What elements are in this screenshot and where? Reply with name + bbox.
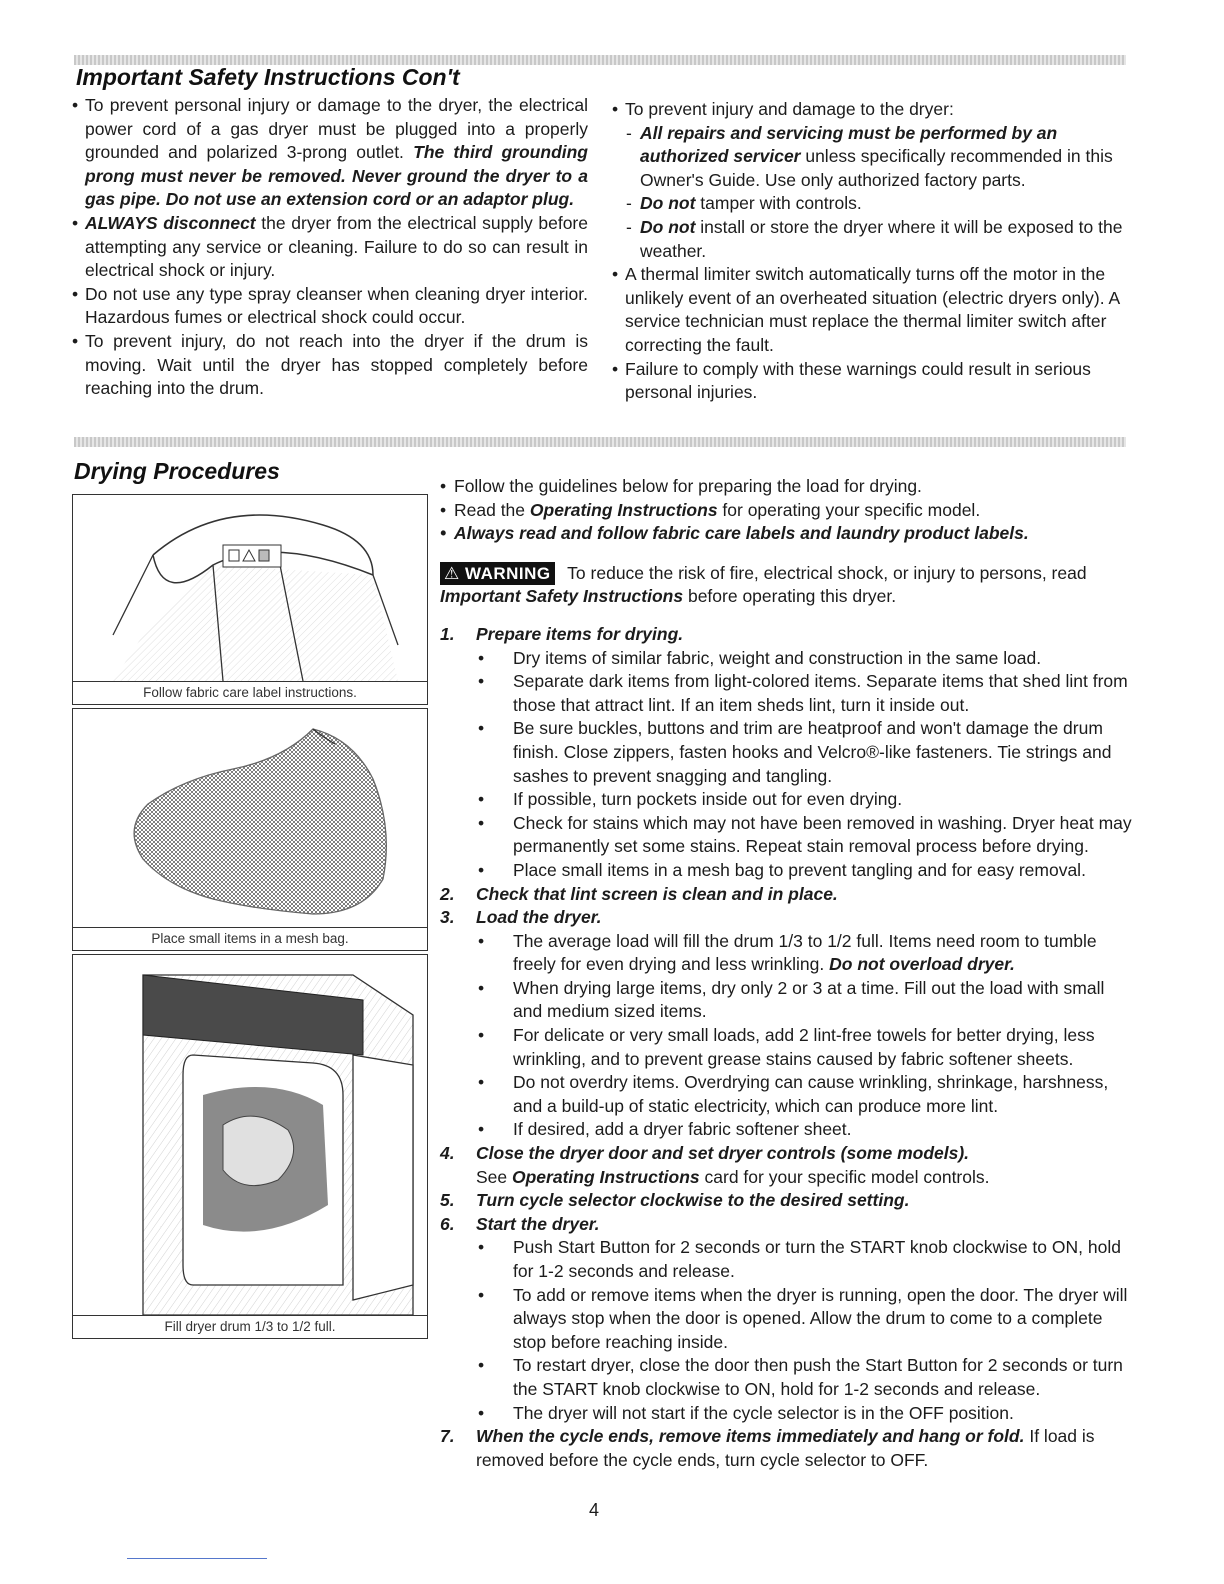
step-1: 1. Prepare items for drying. [440, 623, 684, 644]
safety-bullet-disconnect: • ALWAYS disconnect the dryer from the electrical supply before attempting any service or cleaning. Failure to do so can result in electrical shock or injury. [72, 212, 588, 283]
step-6-item: • Push Start Button for 2 seconds or turn the START knob clockwise to ON, hold for 1-2 seconds and release. [440, 1236, 1132, 1283]
safety-bullet-thermal: • A thermal limiter switch automatically turns off the motor in the unlikely event of an overheated situation (electric dryers only). A service technician must replace the thermal limiter switch after correcting the fault. [612, 263, 1126, 357]
step-6: 6. Start the dryer. [440, 1213, 600, 1234]
dryer-drum-illustration [73, 955, 427, 1315]
figure-caption: Follow fabric care label instructions. [73, 681, 427, 704]
figure-care-label [72, 494, 428, 705]
step-1-item: • Be sure buckles, buttons and trim are heatproof and won't damage the drum finish. Close zippers, fasten hooks and Velcro®-like fasteners. Tie strings and sashes to prevent snagging and tangling. [440, 717, 1132, 788]
section-divider [74, 437, 1126, 447]
step-1-item: • Place small items in a mesh bag to prevent tangling and for easy removal. [440, 859, 1132, 883]
figure-caption: Place small items in a mesh bag. [73, 927, 427, 950]
warning-notice: ⚠ WARNING To reduce the risk of fire, electrical shock, or injury to persons, read Important Safety Instructions before operating this dryer. [440, 562, 1087, 607]
mesh-bag-illustration [73, 709, 427, 927]
intro-bullet-labels: • Always read and follow fabric care labels and laundry product labels. [440, 522, 1132, 546]
safety-bullet-prevent: • To prevent injury and damage to the dryer: [612, 98, 1126, 122]
step-7: 7. When the cycle ends, remove items immediately and hang or fold. If load is removed before the cycle ends, turn cycle selector to OFF. [440, 1426, 1095, 1470]
warning-badge: ⚠ WARNING [440, 562, 555, 585]
safety-dash-repairs: - All repairs and servicing must be performed by an authorized servicer unless specifically recommended in this Owner's Guide. Use only authorized factory parts. [626, 122, 1113, 190]
drying-procedures-text [440, 475, 1132, 1472]
intro-bullet: • Read the Operating Instructions for operating your specific model. [440, 499, 1132, 523]
step-6-item: • To restart dryer, close the door then push the Start Button for 2 seconds or turn the START knob clockwise to ON, hold for 1-2 seconds and release. [440, 1354, 1132, 1401]
safety-heading: Important Safety Instructions Con't [76, 64, 460, 90]
step-2: 2. Check that lint screen is clean and in place. [440, 883, 838, 904]
shirt-collar-illustration [73, 495, 427, 681]
step-1-item: • Dry items of similar fabric, weight and construction in the same load. [440, 647, 1132, 671]
safety-bullet-drum: • To prevent injury, do not reach into the dryer if the drum is moving. Wait until the dryer has stopped completely before reaching into the drum. [72, 330, 588, 401]
page-number: 4 [589, 1500, 600, 1520]
step-6-item: • The dryer will not start if the cycle selector is in the OFF position. [440, 1402, 1132, 1426]
step-6-item: • To add or remove items when the dryer is running, open the door. The dryer will always stop when the door is opened. Allow the drum to come to a complete stop before reaching inside. [440, 1284, 1132, 1355]
step-4-note: See Operating Instructions card for your specific model controls. [476, 1166, 990, 1187]
safety-bullet-cleanser: • Do not use any type spray cleanser when cleaning dryer interior. Hazardous fumes or electrical shock could occur. [72, 283, 588, 330]
drying-heading: Drying Procedures [74, 458, 280, 484]
safety-dash-tamper: - Do not tamper with controls. [626, 193, 862, 214]
step-3-item: • Do not overdry items. Overdrying can cause wrinkling, shrinkage, harshness, and a build-up of static electricity, which can produce more lint. [440, 1071, 1132, 1118]
step-3: 3. Load the dryer. [440, 907, 602, 928]
step-3-item: • If desired, add a dryer fabric softener sheet. [440, 1118, 1132, 1142]
safety-bullet-failure: • Failure to comply with these warnings could result in serious personal injuries. [612, 358, 1126, 405]
step-1-item: • Separate dark items from light-colored items. Separate items that shed lint from those that attract lint. If an item sheds lint, turn it inside out. [440, 670, 1132, 717]
safety-bullet-cord: • To prevent personal injury or damage to the dryer, the electrical power cord of a gas dryer must be plugged into a properly grounded and polarized 3-prong outlet. The third grounding prong must never be removed. Never ground the dryer to a gas pipe. Do not use an extension cord or an adaptor plug. [72, 94, 588, 212]
figure-dryer-drum [72, 954, 428, 1339]
step-3-item: • For delicate or very small loads, add 2 lint-free towels for better drying, less wrinkling, and to prevent grease stains caused by fabric softener sheets. [440, 1024, 1132, 1071]
footer-line [127, 1558, 267, 1559]
safety-right-column [612, 98, 1126, 405]
step-1-item: • If possible, turn pockets inside out for even drying. [440, 788, 1132, 812]
figure-mesh-bag [72, 708, 428, 951]
figure-caption: Fill dryer drum 1/3 to 1/2 full. [73, 1315, 427, 1338]
step-3-item: • The average load will fill the drum 1/3 to 1/2 full. Items need room to tumble freely for even drying and less wrinkling. Do not overload dryer. [440, 930, 1132, 977]
safety-dash-weather: - Do not install or store the dryer where it will be exposed to the weather. [626, 216, 1123, 261]
intro-bullet: • Follow the guidelines below for preparing the load for drying. [440, 475, 1132, 499]
safety-left-column [72, 94, 588, 401]
step-4: 4. Close the dryer door and set dryer controls (some models). [440, 1143, 970, 1164]
step-5: 5. Turn cycle selector clockwise to the desired setting. [440, 1190, 910, 1211]
step-3-item: • When drying large items, dry only 2 or 3 at a time. Fill out the load with small and medium sized items. [440, 977, 1132, 1024]
step-1-item: • Check for stains which may not have been removed in washing. Dryer heat may permanently set some stains. Repeat stain removal process before drying. [440, 812, 1132, 859]
